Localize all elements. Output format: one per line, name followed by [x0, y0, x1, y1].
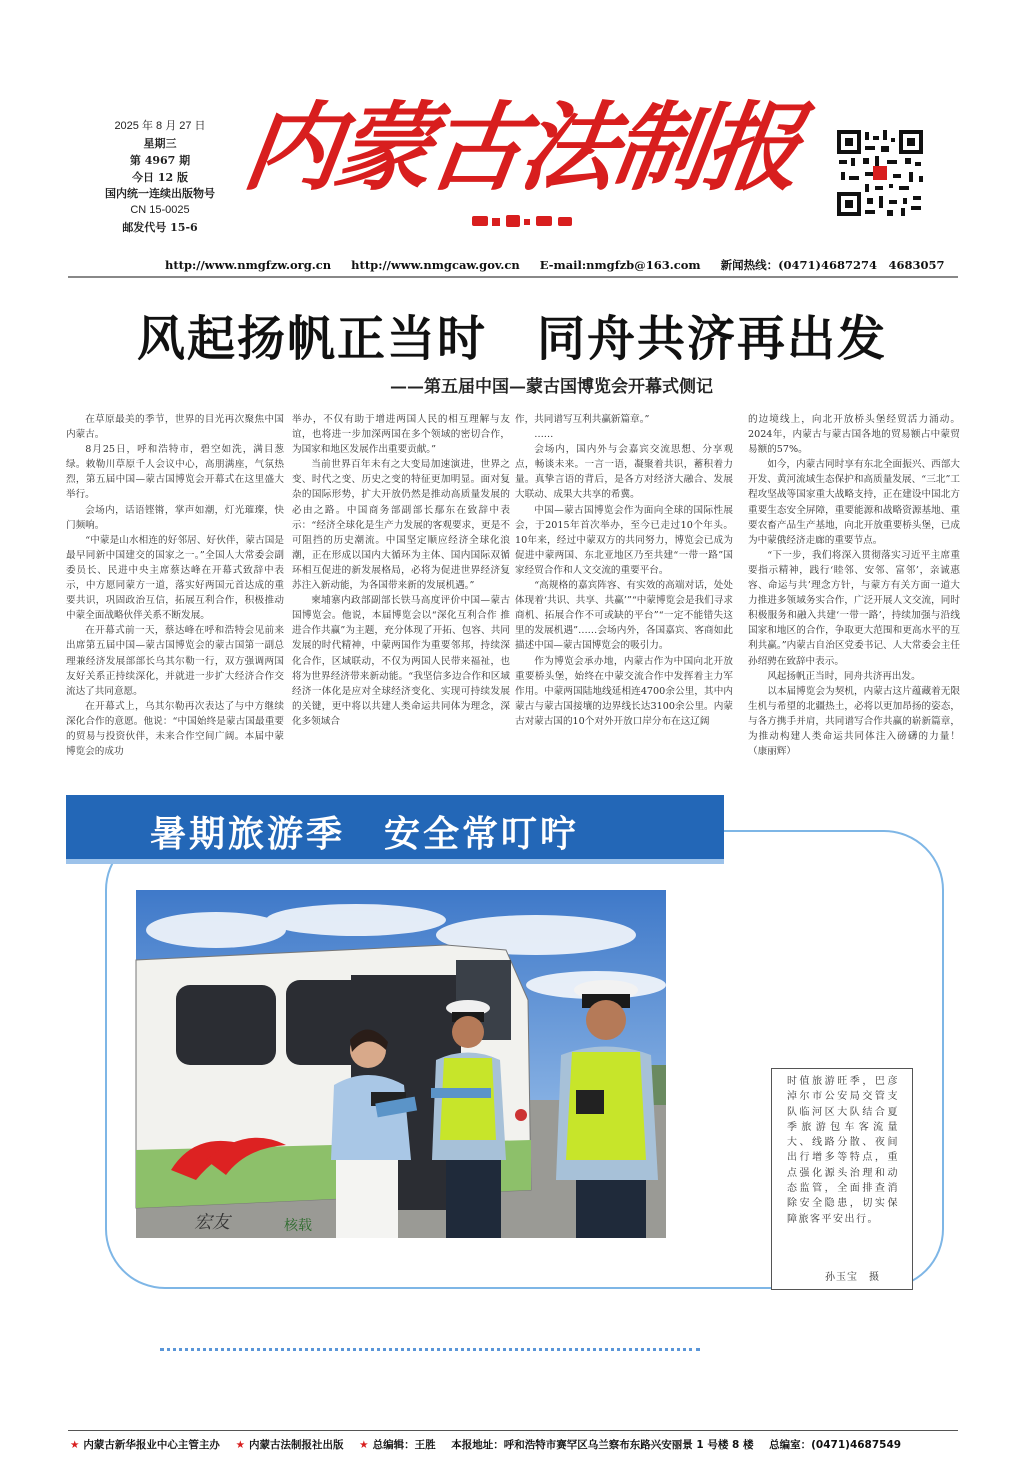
decorative-dots	[160, 1348, 700, 1355]
photo-credit: 孙玉宝 摄	[825, 1272, 880, 1283]
article-paragraph: 如今，内蒙古同时享有东北全面振兴、西部大开发、黄河流域生态保护和高质量发展、“三北”工程攻坚战等国家重大战略支持，正在建设中国北方重要生态安全屏障，重要能源和战略资源基地、重要农畜产品生产基地，向北开放重要桥头堡，已成为中蒙俄经济走廊的重要节点。	[748, 459, 960, 546]
footer-item-editor: ★ 总编辑：王胜	[359, 1439, 436, 1451]
article-paragraph: 会场内，国内外与会嘉宾交流思想、分享观点，畅谈未来。一言一语，凝聚着共识，蓄积着力量。真挚言语的背后，是各方对经济大融合、发展大联动、成果大共享的希冀。	[515, 444, 733, 501]
footer-address: 本报地址：呼和浩特市赛罕区乌兰察布东路兴安丽景 1 号楼 8 楼	[451, 1439, 754, 1451]
mongolian-script-logo	[470, 212, 580, 232]
footer-item-publisher: ★ 内蒙古法制报社出版	[235, 1439, 344, 1451]
footer-divider	[68, 1430, 958, 1431]
page-count: 今日 12 版	[132, 171, 188, 184]
star-icon: ★	[235, 1439, 245, 1451]
article-paragraph: 以本届博览会为契机，内蒙古这片蕴藏着无限生机与希望的北疆热土，必将以更加昂扬的姿态，与各方携手并肩，共同谱写合作共赢的崭新篇章，为推动构建人类命运共同体注入磅礴的力量！ （康丽辉）	[748, 685, 970, 758]
newspaper-logo	[237, 88, 806, 208]
article-paragraph: “下一步，我们将深入贯彻落实习近平主席重要指示精神，践行‘睦邻、安邻、富邻’，亲诚惠容、命运与共’理念方针，与蒙方有关方面一道大力推进多领域务实合作，广泛开展人文交流，同时积极服务和融入共建‘一带一路’，持续加强与沿线国家和地区的合作，争取更大范围和更高水平的互利共赢。”内蒙古自治区党委书记、人大常委会主任孙绍骋在致辞中表示。	[748, 549, 960, 667]
article-column-2	[292, 412, 510, 797]
article-paragraph: 的边境线上，向北开放桥头堡经贸活力涌动。2024年，内蒙古与蒙古国各地的贸易额占中蒙贸易额的57%。	[748, 414, 960, 456]
website-link-2[interactable]: http://www.nmgcaw.gov.cn	[351, 258, 520, 272]
postal-code: 邮发代号 15-6	[122, 221, 198, 234]
footer	[70, 1437, 901, 1452]
news-hotline: 新闻热线：(0471)4687274 4683057	[720, 258, 945, 272]
van-brand-text: 宏友	[194, 1212, 230, 1233]
banner-stripe	[66, 859, 724, 864]
feature-photo	[136, 890, 666, 1238]
publication-label: 国内统一连续出版物号	[105, 187, 215, 200]
qr-code[interactable]	[835, 128, 925, 218]
star-icon: ★	[70, 1439, 80, 1451]
article-subhead: ——第五届中国—蒙古国博览会开幕式侧记	[390, 377, 713, 397]
star-icon: ★	[359, 1439, 369, 1451]
article-paragraph: 会场内，话语铿锵，掌声如潮，灯光璀璨，快门频响。	[66, 504, 284, 531]
article-paragraph: 风起扬帆正当时，同舟共济再出发。	[767, 670, 921, 682]
contact-line	[165, 257, 961, 273]
article-paragraph: 柬埔寨内政部副部长铁马高度评价中国—蒙古国博览会。他说，本届博览会以“深化互利合作 推进合作共赢”为主题，充分体现了开拓、包容、共同发展的时代精神，中蒙两国作为重要邻邦，持续深化合作，区域联动，不仅为两国人民带来福祉，也将为世界经济带来新动能。“我坚信多边合作和区域经济一体化是应对全球经济变化、实现可持续发展的关键，更中将以共建人类命运共同体为理念，深化多领域合	[292, 595, 510, 727]
issue-date: 2025 年 8 月 27 日	[114, 120, 206, 132]
feature-banner-title: 暑期旅游季 安全常叮咛	[150, 813, 580, 855]
cn-number: CN 15-0025	[130, 204, 190, 216]
article-paragraph: “中蒙是山水相连的好邻居、好伙伴，蒙古国是最早同新中国建交的国家之一。”全国人大常委会副委员长、民进中央主席蔡达峰在开幕式致辞中表示，中方愿同蒙方一道，落实好两国元首达成的重要共识，巩固政治互信，拓展互利合作，积极推动中蒙全面战略伙伴关系不断发展。	[66, 534, 284, 622]
issue-number: 第 4967 期	[129, 154, 191, 167]
article-headline: 风起扬帆正当时 同舟共济再出发	[136, 311, 887, 367]
website-link-1[interactable]: http://www.nmgfzw.org.cn	[165, 258, 332, 272]
article-paragraph: 中国—蒙古国博览会作为面向全球的国际性展会，于2015年首次举办，至今已走过10个年头。10年来，经过中蒙双方的共同努力，博览会已成为促进中蒙两国、东北亚地区乃至共建“一带一路”国家经贸合作和人文交流的重要平台。	[515, 504, 733, 576]
article-paragraph: 8月25日，呼和浩特市，碧空如洗，满目葱绿。敕勒川草原千人会议中心，高朋满座，气氛热烈，第五届中国—蒙古国博览会开幕式在这里盛大举行。	[66, 444, 284, 501]
van-capacity-text: 核载	[284, 1218, 312, 1234]
article-paragraph: 举办，不仅有助于增进两国人民的相互理解与友谊，也将进一步加深两国在多个领域的密切合作，为国家和地区发展作出重要贡献。”	[292, 414, 510, 456]
article-column-3	[515, 412, 733, 797]
article-paragraph: 在开幕式上，乌其尔勒再次表达了与中方继续深化合作的意愿。他说：“中国始终是蒙古国最重要的贸易与投资伙伴，未来合作空间广阔。本届中蒙博览会的成功	[66, 700, 284, 758]
logo-text: 内蒙古法制报	[237, 91, 806, 204]
article-paragraph: ……	[534, 429, 554, 441]
article-paragraph: 当前世界百年未有之大变局加速演进，世界之变、时代之变、历史之变的特征更加明显。面对复杂的国际形势，扩大开放仍然是推动高质量发展的必由之路。中国商务部副部长鄢东在致辞中表示：“经济全球化是生产力发展的客观要求，更是不可阻挡的历史潮流。中国坚定顺应经济全球化浪潮，正在形成以国内大循环为主体、国内国际双循环相互促进的新发展格局，必将为促进世界经济复苏注入新动能，为各国带来新的发展机遇。”	[292, 459, 510, 592]
article-paragraph: 在草原最美的季节，世界的目光再次聚焦中国内蒙古。	[66, 414, 284, 441]
article-paragraph: “高规格的嘉宾阵容、有实效的高端对话，处处体现着‘共识、共享、共赢’”“中蒙博览会是我们寻求商机、拓展合作不可或缺的平台”“一定不能错失这里的发展机遇”……会场内外，各国嘉宾、客商如此描述中国—蒙古国博览会的吸引力。	[515, 580, 733, 652]
masthead-divider	[68, 276, 958, 278]
photo-caption: 时值旅游旺季，巴彦淖尔市公安局交管支队临河区大队结合夏季旅游包车客流量大、线路分散、夜间出行增多等特点，重点强化源头治理和动态监管，全面排查消除安全隐患，切实保障旅客平安出行。	[787, 1076, 899, 1225]
issue-weekday: 星期三	[143, 137, 177, 150]
article-paragraph: 作为博览会承办地，内蒙古作为中国向北开放重要桥头堡，始终在中蒙交流合作中发挥着主力军作用。中蒙两国陆地线延相连4700余公里，其中内蒙古与蒙古国接壤的边界线长达3100余公里。内蒙古对蒙古国的10个对外开放口岸分布在这辽阔	[515, 655, 733, 727]
email-link[interactable]: E-mail:nmgfzb@163.com	[539, 258, 701, 272]
footer-office-phone: 总编室：(0471)4687549	[769, 1439, 902, 1451]
article-paragraph: 在开幕式前一天，蔡达峰在呼和浩特会见前来出席第五届中国—蒙古国博览会的蒙古国第一副总理兼经济发展部部长乌其尔勒一行，双方强调两国友好关系正持续深化，并就进一步扩大经济合作交流达了共同意愿。	[66, 625, 284, 697]
article-column-1	[66, 412, 284, 797]
footer-item-sponsor: ★ 内蒙古新华报业中心主管主办	[70, 1439, 220, 1451]
article-paragraph: 作，共同谱写互利共赢新篇章。”	[515, 414, 650, 425]
article-column-4	[748, 412, 970, 797]
